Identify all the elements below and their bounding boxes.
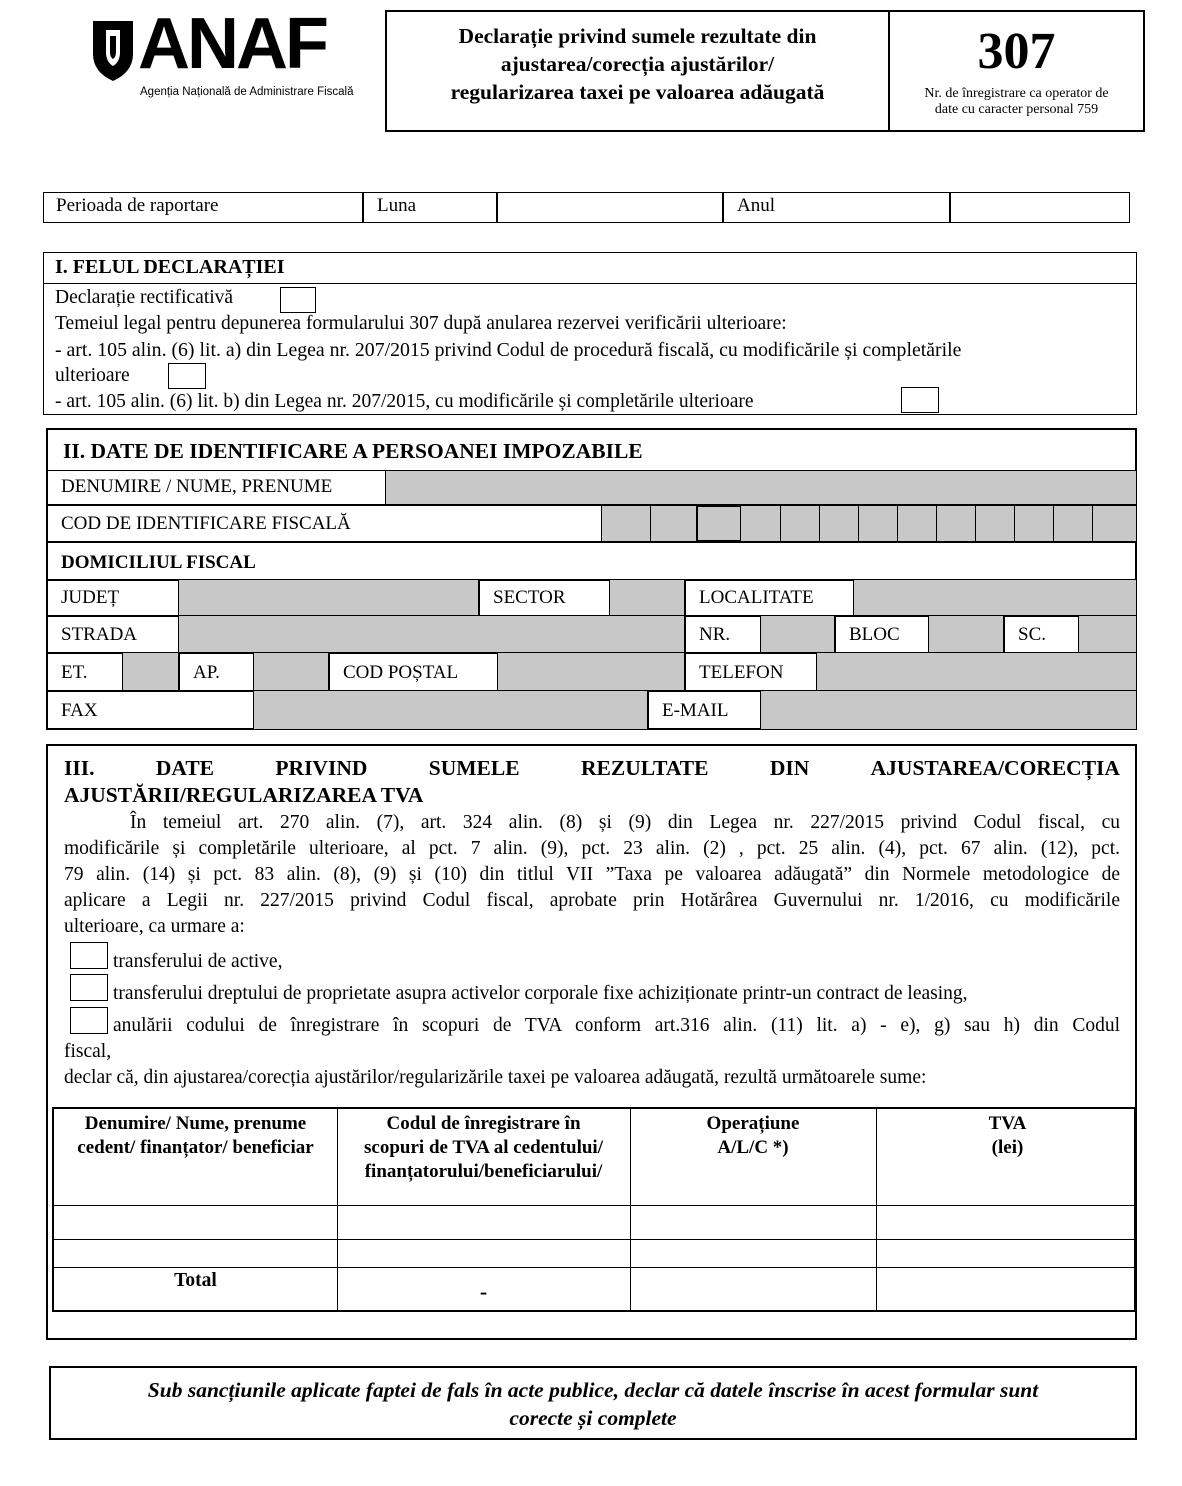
section-3-title-word: AJUSTAREA/CORECȚIA	[870, 756, 1120, 780]
sc-label: SC.	[1003, 615, 1080, 654]
ap-label: AP.	[178, 652, 255, 692]
cod-postal-label: COD POȘTAL	[328, 652, 499, 692]
option-b-checkbox[interactable]	[901, 387, 939, 413]
section-3-title-line2: AJUSTĂRII/REGULARIZAREA TVA	[64, 783, 424, 807]
telefon-label: TELEFON	[684, 652, 818, 692]
cif-digit-box[interactable]	[936, 505, 977, 542]
legal-basis-text: Temeiul legal pentru depunerea formularului 307 după anularea rezervei verificării ulterioare:	[55, 313, 787, 334]
col-header-tva	[876, 1112, 1139, 1160]
month-label: Luna	[362, 192, 498, 223]
form-title-line2: ajustarea/corecția ajustărilor/	[500, 52, 775, 76]
form-title-box	[385, 10, 890, 132]
declaration-statement: declar că, din ajustarea/corecția ajustărilor/regularizările taxei pe valoarea adăugată, rezultă următoarele sume:	[64, 1067, 927, 1088]
leasing-transfer-label: transferului dreptului de proprietate asupra activelor corporale fixe achiziționate printr-un contract de leasing,	[113, 983, 968, 1004]
rectificativa-label: Declarație rectificativă	[55, 287, 234, 308]
vat-cancellation-checkbox[interactable]	[70, 1007, 108, 1034]
et-label: ET.	[46, 652, 124, 692]
cif-digit-boxes	[601, 505, 1137, 542]
cif-label: COD DE IDENTIFICARE FISCALĂ	[46, 505, 603, 542]
period-label: Perioada de raportare	[43, 192, 364, 223]
section-3-title-word: DIN	[769, 756, 810, 780]
table-cell[interactable]	[54, 1240, 337, 1267]
sector-field[interactable]	[609, 579, 686, 617]
col-header-vat-code-line3: finanțatorului/beneficiarului/	[364, 1161, 603, 1182]
section-2-title: II. DATE DE IDENTIFICARE A PERSOANEI IMPOZABILE	[63, 439, 643, 463]
logo-subtitle: Agenția Națională de Administrare Fiscală	[140, 86, 354, 98]
col-header-name-line2: cedent/ finanțator/ beneficiar	[77, 1137, 314, 1158]
cif-digit-box[interactable]	[601, 505, 652, 542]
cif-digit-box[interactable]	[1092, 505, 1137, 542]
section-3-title-word: DATE	[155, 756, 215, 780]
anaf-logo	[88, 4, 370, 106]
row-divider	[54, 1267, 1137, 1268]
col-header-tva-line1: TVA	[988, 1113, 1027, 1134]
strada-field[interactable]	[178, 615, 686, 654]
cif-digit-box[interactable]	[858, 505, 899, 542]
strada-label: STRADA	[46, 615, 180, 654]
section-1	[43, 252, 1137, 415]
cif-digit-box[interactable]	[1053, 505, 1094, 542]
rectificativa-checkbox[interactable]	[280, 287, 316, 313]
transfer-active-label: transferului de active,	[113, 951, 283, 972]
footer-line1: Sub sancțiunile aplicate faptei de fals în acte publice, declar că datele înscrise în acest formular sunt	[147, 1378, 1039, 1402]
cif-digit-box[interactable]	[975, 505, 1016, 542]
table-cell[interactable]	[337, 1240, 630, 1267]
table-cell[interactable]	[54, 1206, 337, 1239]
cif-digit-box[interactable]	[819, 505, 860, 542]
amounts-table	[52, 1107, 1137, 1312]
table-row	[54, 1206, 1137, 1239]
cif-digit-box[interactable]	[696, 505, 742, 542]
table-cell[interactable]	[876, 1240, 1139, 1267]
email-label: E-MAIL	[647, 690, 762, 730]
legal-para-line4: aplicare a Legii nr. 227/2015 privind Codul fiscal, aprobate prin Hotărârea Guvernului nr. 1/2016, cu modificările	[64, 890, 1120, 911]
legal-para-line2: modificările și completările ulterioare, al pct. 7 alin. (9), pct. 23 alin. (2) , pct. 25 alin. (4), pct. 67 alin. (12), pct.	[64, 838, 1120, 859]
footer-declaration-box	[49, 1366, 1137, 1440]
footer-line2: corecte și complete	[509, 1406, 677, 1430]
col-header-vat-code	[337, 1112, 630, 1184]
logo-text: ANAF	[138, 4, 326, 84]
section-3-title-word: III.	[64, 756, 95, 780]
legal-para-line5: ulterioare, ca urmare a:	[64, 916, 245, 937]
name-label: DENUMIRE / NUME, PRENUME	[46, 470, 387, 505]
year-field[interactable]	[949, 192, 1130, 223]
nr-label: NR.	[684, 615, 762, 654]
col-header-vat-code-line2: scopuri de TVA al cedentului/	[364, 1137, 603, 1158]
form-title-line3: regularizarea taxei pe valoarea adăugată	[450, 80, 825, 104]
option-a-line2: ulterioare	[55, 365, 130, 386]
cif-digit-box[interactable]	[740, 505, 782, 542]
operator-note-line2: date cu caracter personal 759	[934, 102, 1099, 117]
option-b-text: - art. 105 alin. (6) lit. b) din Legea nr. 207/2015, cu modificările și completările ulterioare	[55, 391, 754, 412]
form-number: 307	[977, 23, 1056, 80]
form-title-line1: Declarație privind sumele rezultate din	[458, 24, 817, 48]
section-3-title-word: REZULTATE	[580, 756, 709, 780]
telefon-field[interactable]	[816, 652, 1137, 692]
col-header-name-line1: Denumire/ Nume, prenume	[84, 1113, 307, 1134]
section-3-title-line1	[64, 756, 1120, 781]
judet-field[interactable]	[178, 579, 480, 617]
total-label: Total	[174, 1270, 217, 1291]
ap-field[interactable]	[253, 652, 330, 692]
et-field[interactable]	[122, 652, 180, 692]
col-header-name	[54, 1112, 337, 1160]
col-header-tva-line2: (lei)	[991, 1137, 1024, 1158]
name-field[interactable]	[385, 470, 1137, 505]
cif-digit-box[interactable]	[780, 505, 821, 542]
sector-label: SECTOR	[478, 579, 611, 617]
table-right-border	[1134, 1107, 1136, 1312]
localitate-field[interactable]	[853, 579, 1137, 617]
cif-digit-box[interactable]	[1014, 505, 1055, 542]
table-cell[interactable]	[876, 1206, 1139, 1239]
col-header-vat-code-line1: Codul de înregistrare în	[386, 1113, 581, 1134]
fax-field[interactable]	[253, 690, 649, 730]
col-header-operation-line2: A/L/C *)	[717, 1137, 789, 1158]
option-a-checkbox[interactable]	[168, 363, 206, 389]
table-cell[interactable]	[337, 1206, 630, 1239]
cod-postal-field[interactable]	[497, 652, 686, 692]
bloc-label: BLOC	[834, 615, 930, 654]
table-cell[interactable]	[630, 1240, 876, 1267]
shield-icon	[90, 18, 136, 84]
fax-label: FAX	[46, 690, 255, 730]
nr-field[interactable]	[760, 615, 836, 654]
legal-para-line1: În temeiul art. 270 alin. (7), art. 324 alin. (8) și (9) din Legea nr. 227/2015 privind Codul fiscal, cu	[130, 812, 1120, 833]
bloc-field[interactable]	[928, 615, 1005, 654]
section-3-title-word: PRIVIND	[275, 756, 368, 780]
email-field[interactable]	[760, 690, 1137, 730]
section-1-divider	[44, 283, 1136, 284]
localitate-label: LOCALITATE	[684, 579, 855, 617]
sc-field[interactable]	[1078, 615, 1137, 654]
judet-label: JUDEȚ	[46, 579, 180, 617]
vat-cancellation-label-line2: fiscal,	[64, 1041, 112, 1062]
operator-note-line1: Nr. de înregistrare ca operator de	[924, 86, 1109, 101]
option-a-line1: - art. 105 alin. (6) lit. a) din Legea nr. 207/2015 privind Codul de procedură fiscală, cu modificările și completările	[55, 339, 962, 361]
section-3-title-word: SUMELE	[428, 756, 520, 780]
col-header-operation-line1: Operațiune	[706, 1113, 800, 1134]
domicile-label: DOMICILIUL FISCAL	[46, 542, 1137, 581]
month-field[interactable]	[496, 192, 724, 223]
vat-cancellation-label-line1: anulării codului de înregistrare în scopuri de TVA conform art.316 alin. (11) lit. a) - e), g) sau h) din Codul	[113, 1015, 1120, 1036]
cif-digit-box[interactable]	[650, 505, 698, 542]
table-cell[interactable]	[630, 1206, 876, 1239]
col-header-operation	[630, 1112, 876, 1160]
table-row	[54, 1240, 1137, 1267]
section-1-title: I. FELUL DECLARAȚIEI	[55, 256, 285, 278]
form-number-box	[888, 10, 1145, 132]
legal-para-line3: 79 alin. (14) și pct. 83 alin. (8), (9) și (10) din titlul VII ”Taxa pe valoarea adăugată” din Normele metodologice de	[64, 864, 1120, 885]
total-value: -	[479, 1279, 488, 1304]
transfer-active-checkbox[interactable]	[70, 942, 108, 969]
year-label: Anul	[722, 192, 951, 223]
cif-digit-box[interactable]	[897, 505, 938, 542]
leasing-transfer-checkbox[interactable]	[70, 974, 108, 1001]
